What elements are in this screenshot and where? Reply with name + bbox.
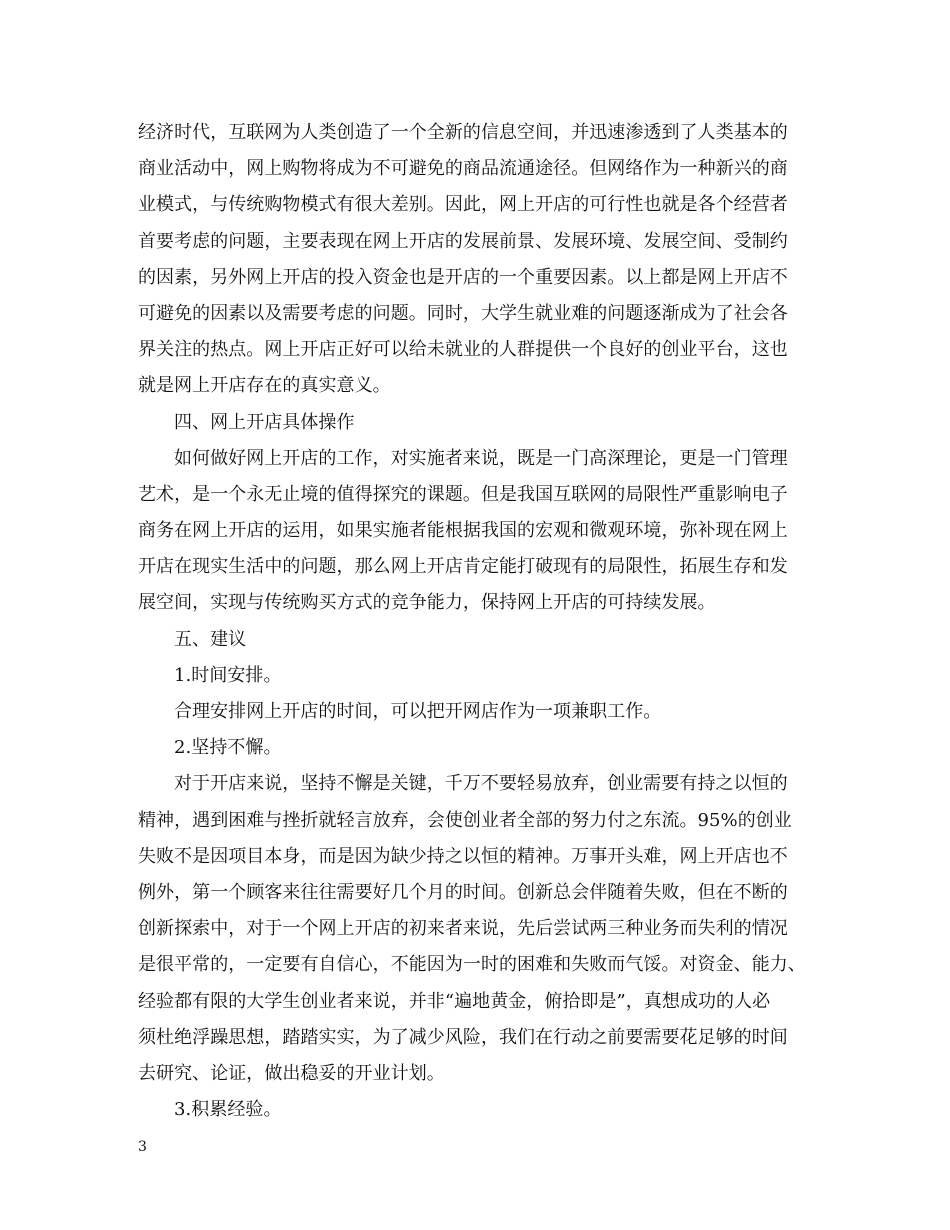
text-line: 如何做好网上开店的工作，对实施者来说，既是一门高深理论，更是一门管理 xyxy=(174,447,788,469)
text-line: 精神，遇到困难与挫折就轻言放弃，会使创业者全部的努力付之东流。95%的创业 xyxy=(138,809,792,831)
text-line: 商业活动中，网上购物将成为不可避免的商品流通途径。但网络作为一种新兴的商 xyxy=(138,158,788,180)
text-line: 3.积累经验。 xyxy=(174,1099,282,1121)
text-line: 失败不是因项目本身，而是因为缺少持之以恒的精神。万事开头难，网上开店也不 xyxy=(138,845,788,867)
text-line: 去研究、论证，做出稳妥的开业计划。 xyxy=(138,1062,445,1084)
text-line: 2.坚持不懈。 xyxy=(174,737,282,759)
text-line: 对于开店来说，坚持不懈是关键，千万不要轻易放弃，创业需要有持之以恒的 xyxy=(174,773,788,795)
text-line: 须杜绝浮躁思想，踏踏实实，为了减少风险，我们在行动之前要需要花足够的时间 xyxy=(138,1026,788,1048)
text-line: 界关注的热点。网上开店正好可以给未就业的人群提供一个良好的创业平台，这也 xyxy=(138,339,788,361)
text-line: 五、建议 xyxy=(174,628,247,650)
text-line: 四、网上开店具体操作 xyxy=(174,411,355,433)
text-line: 1.时间安排。 xyxy=(174,664,282,686)
text-line: 合理安排网上开店的时间，可以把开网店作为一项兼职工作。 xyxy=(174,701,662,722)
text-line: 经验都有限的大学生创业者来说，并非“遍地黄金，俯拾即是”，真想成功的人必 xyxy=(138,990,771,1012)
text-line: 的因素，另外网上开店的投入资金也是开店的一个重要因素。以上都是网上开店不 xyxy=(138,266,788,288)
text-line: 是很平常的，一定要有自信心，不能因为一时的困难和失败而气馁。对资金、能力、 xyxy=(138,954,806,976)
text-line: 展空间，实现与传统购买方式的竞争能力，保持网上开店的可持续发展。 xyxy=(138,592,716,614)
text-line: 经济时代，互联网为人类创造了一个全新的信息空间，并迅速渗透到了人类基本的 xyxy=(138,122,788,143)
text-line: 例外，第一个顾客来往往需要好几个月的时间。创新总会伴随着失败，但在不断的 xyxy=(138,881,788,903)
text-line: 开店在现实生活中的问题，那么网上开店肯定能打破现有的局限性，拓展生存和发 xyxy=(138,556,788,578)
text-line: 可避免的因素以及需要考虑的问题。同时，大学生就业难的问题逐渐成为了社会各 xyxy=(138,302,788,324)
text-line: 商务在网上开店的运用，如果实施者能根据我国的宏观和微观环境，弥补现在网上 xyxy=(138,520,788,542)
text-line: 创新探索中，对于一个网上开店的初来者来说，先后尝试两三种业务而失利的情况 xyxy=(138,918,788,940)
text-line: 首要考虑的问题，主要表现在网上开店的发展前景、发展环境、发展空间、受制约 xyxy=(138,230,788,252)
text-line: 业模式，与传统购物模式有很大差别。因此，网上开店的可行性也就是各个经营者 xyxy=(138,194,788,216)
page-number: 3 xyxy=(138,1139,147,1155)
text-line: 就是网上开店存在的真实意义。 xyxy=(138,375,391,397)
body-text xyxy=(138,115,818,1128)
text-line: 艺术，是一个永无止境的值得探究的课题。但是我国互联网的局限性严重影响电子 xyxy=(138,483,788,505)
